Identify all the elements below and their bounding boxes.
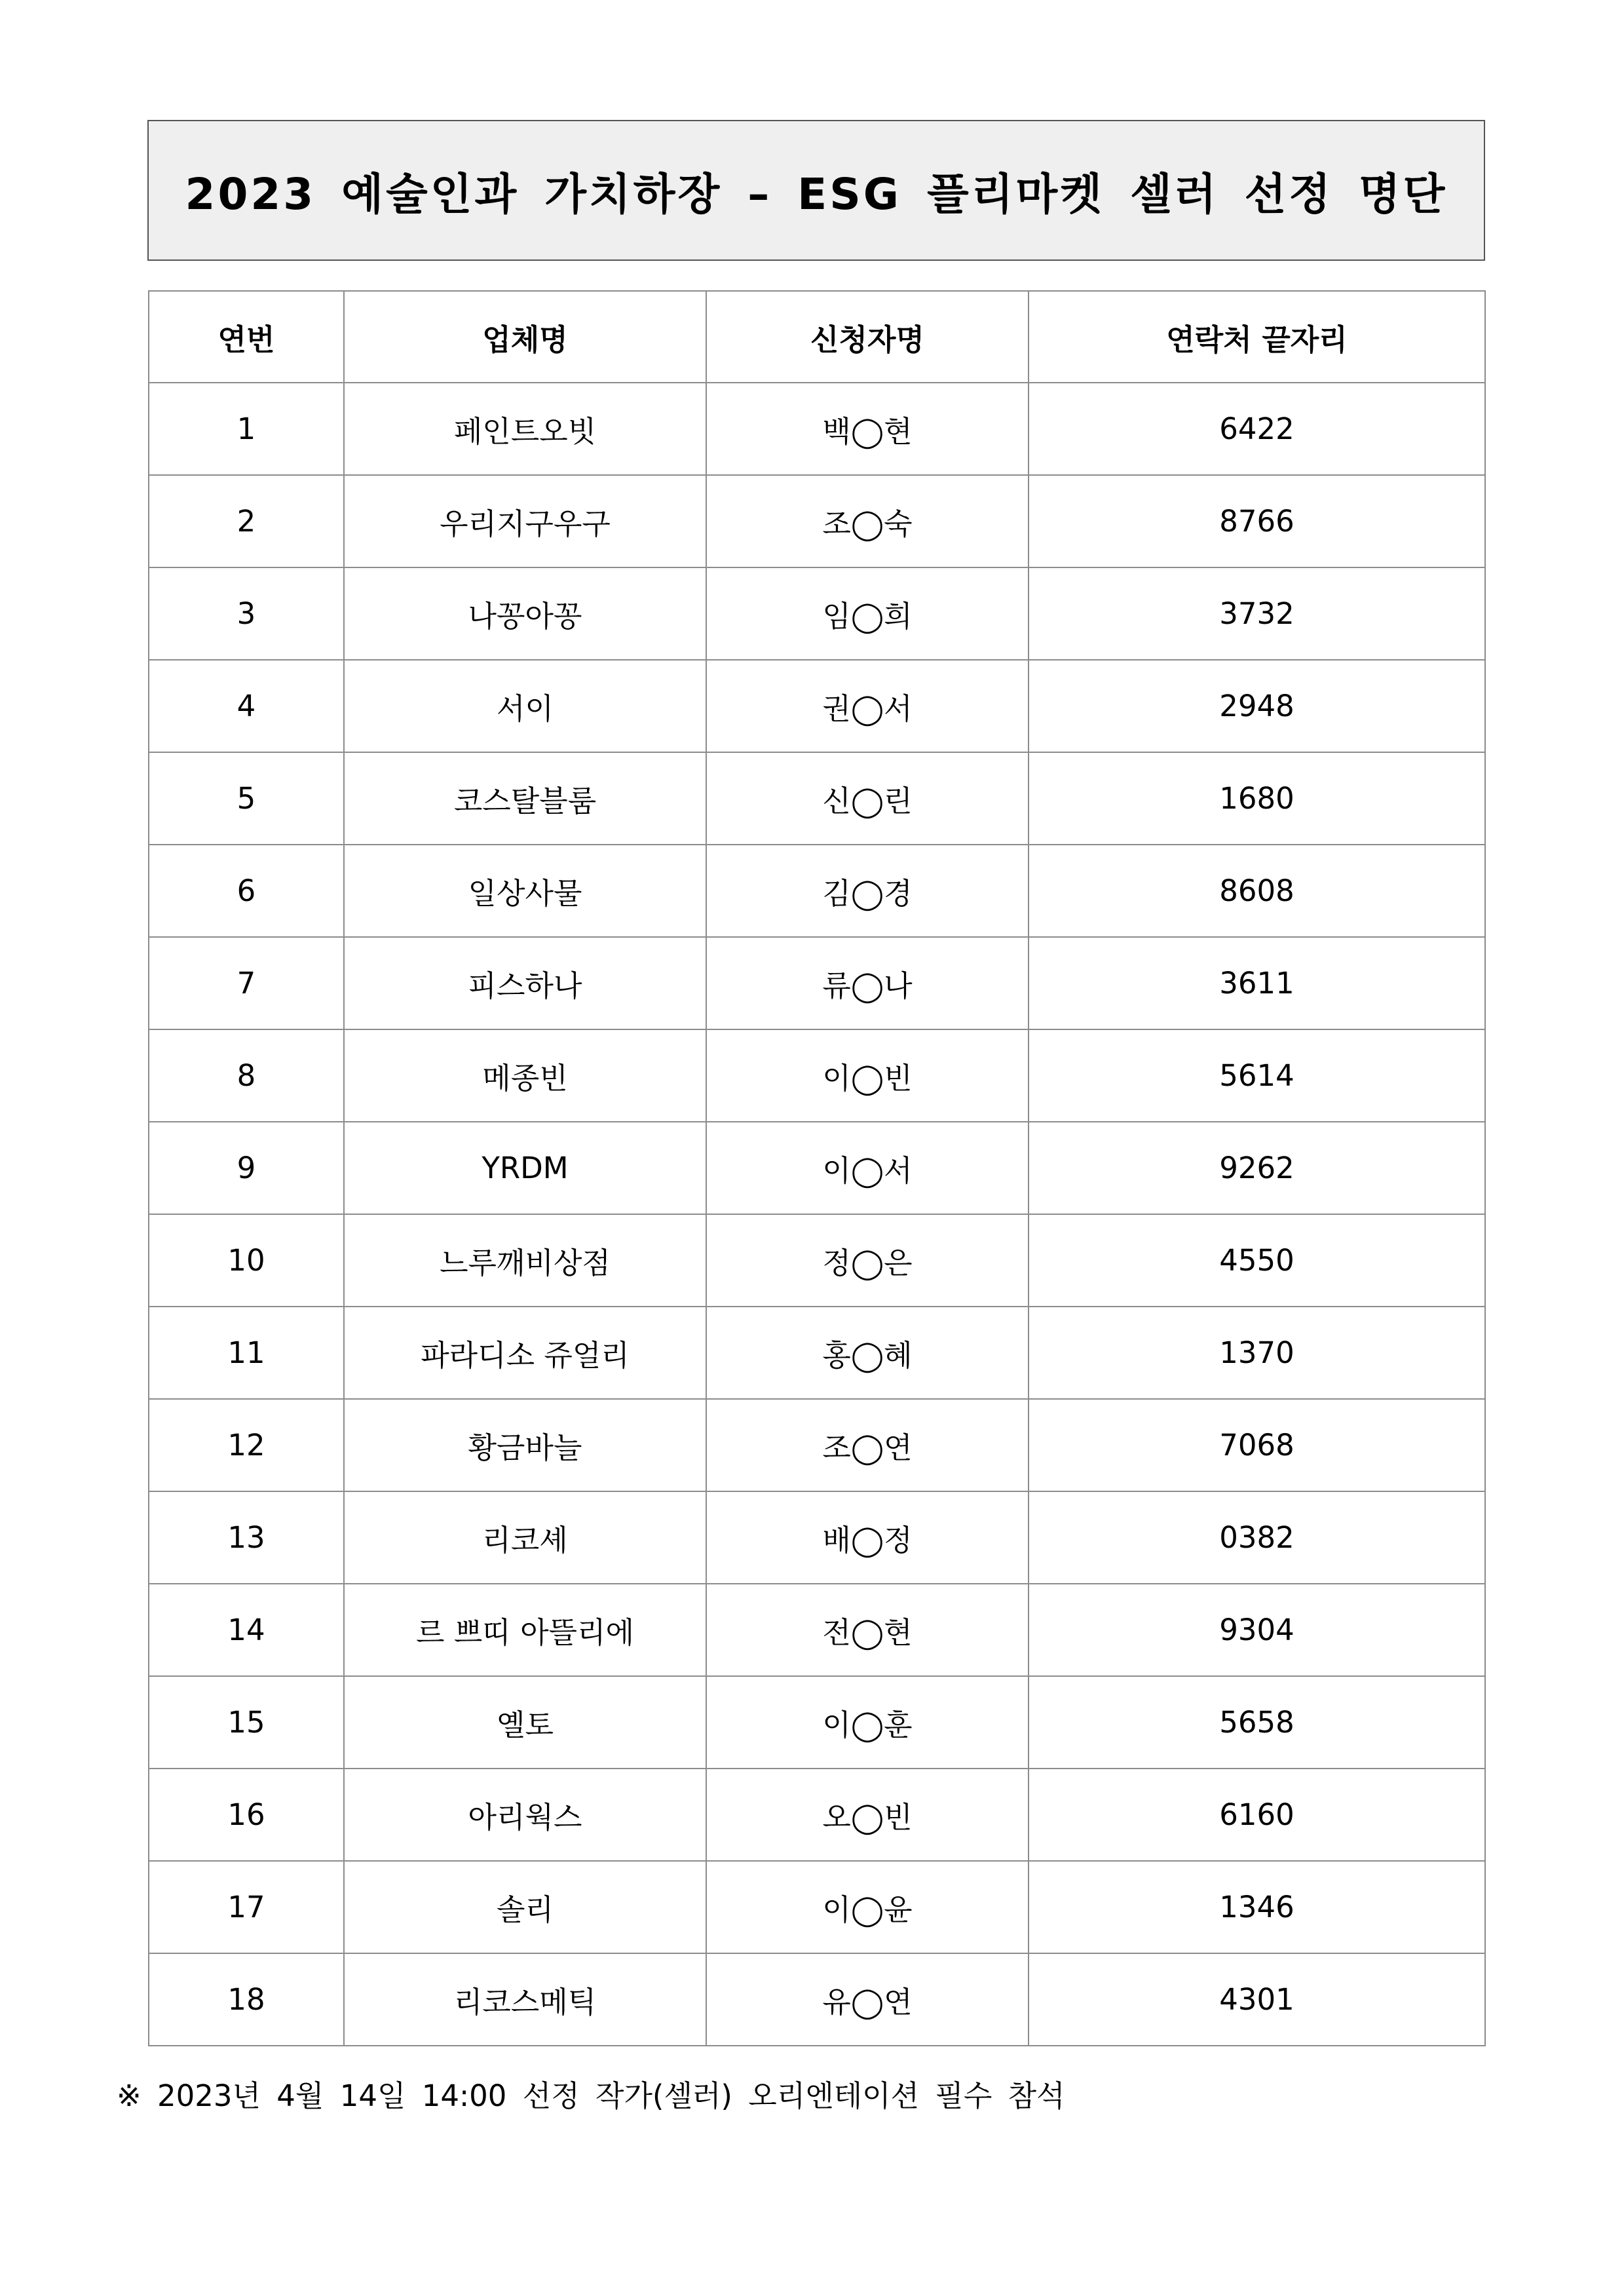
cell-phone-suffix: 5658 — [1029, 1676, 1485, 1769]
cell-company: 페인트오빗 — [344, 383, 706, 475]
cell-phone-suffix: 4301 — [1029, 1953, 1485, 2046]
cell-number: 7 — [149, 937, 344, 1029]
cell-applicant: 조◯연 — [706, 1399, 1029, 1491]
cell-number: 1 — [149, 383, 344, 475]
cell-applicant: 오◯빈 — [706, 1769, 1029, 1861]
cell-company: 일상사물 — [344, 845, 706, 937]
cell-applicant: 이◯윤 — [706, 1861, 1029, 1953]
cell-number: 17 — [149, 1861, 344, 1953]
table-row — [149, 660, 1485, 752]
cell-applicant: 류◯나 — [706, 937, 1029, 1029]
cell-company: 파라디소 쥬얼리 — [344, 1307, 706, 1399]
cell-applicant: 전◯현 — [706, 1584, 1029, 1676]
table-row — [149, 383, 1485, 475]
cell-phone-suffix: 9262 — [1029, 1122, 1485, 1214]
cell-phone-suffix: 7068 — [1029, 1399, 1485, 1491]
cell-phone-suffix: 0382 — [1029, 1491, 1485, 1584]
cell-applicant: 김◯경 — [706, 845, 1029, 937]
cell-number: 13 — [149, 1491, 344, 1584]
table-row — [149, 1029, 1485, 1122]
cell-applicant: 백◯현 — [706, 383, 1029, 475]
cell-company: 피스하나 — [344, 937, 706, 1029]
cell-number: 4 — [149, 660, 344, 752]
cell-phone-suffix: 9304 — [1029, 1584, 1485, 1676]
cell-company: 리코셰 — [344, 1491, 706, 1584]
cell-applicant: 정◯은 — [706, 1214, 1029, 1307]
cell-company: YRDM — [344, 1122, 706, 1214]
table-row — [149, 1214, 1485, 1307]
cell-applicant: 이◯빈 — [706, 1029, 1029, 1122]
header-company: 업체명 — [344, 291, 706, 383]
cell-applicant: 임◯희 — [706, 567, 1029, 660]
cell-company: 르 쁘띠 아뜰리에 — [344, 1584, 706, 1676]
cell-number: 8 — [149, 1029, 344, 1122]
cell-phone-suffix: 3611 — [1029, 937, 1485, 1029]
table-row — [149, 845, 1485, 937]
table-row — [149, 1769, 1485, 1861]
footnote: ※ 2023년 4월 14일 14:00 선정 작가(셀러) 오리엔테이션 필수 참석 — [117, 2078, 1065, 2113]
table-row — [149, 1491, 1485, 1584]
cell-company: 솔리 — [344, 1861, 706, 1953]
cell-number: 10 — [149, 1214, 344, 1307]
cell-number: 2 — [149, 475, 344, 567]
cell-phone-suffix: 6160 — [1029, 1769, 1485, 1861]
cell-company: 느루깨비상점 — [344, 1214, 706, 1307]
cell-applicant: 홍◯혜 — [706, 1307, 1029, 1399]
cell-number: 3 — [149, 567, 344, 660]
table-row — [149, 1676, 1485, 1769]
table-row — [149, 937, 1485, 1029]
cell-phone-suffix: 2948 — [1029, 660, 1485, 752]
cell-company: 옐토 — [344, 1676, 706, 1769]
cell-company: 서이 — [344, 660, 706, 752]
cell-applicant: 유◯연 — [706, 1953, 1029, 2046]
cell-phone-suffix: 8766 — [1029, 475, 1485, 567]
cell-number: 16 — [149, 1769, 344, 1861]
table-row — [149, 1861, 1485, 1953]
cell-phone-suffix: 3732 — [1029, 567, 1485, 660]
cell-phone-suffix: 1680 — [1029, 752, 1485, 845]
cell-number: 12 — [149, 1399, 344, 1491]
cell-company: 리코스메틱 — [344, 1953, 706, 2046]
cell-company: 나꽁아꽁 — [344, 567, 706, 660]
cell-number: 6 — [149, 845, 344, 937]
table-row — [149, 1122, 1485, 1214]
cell-number: 14 — [149, 1584, 344, 1676]
cell-number: 5 — [149, 752, 344, 845]
cell-applicant: 신◯린 — [706, 752, 1029, 845]
table-row — [149, 1584, 1485, 1676]
cell-company: 메종빈 — [344, 1029, 706, 1122]
seller-table — [148, 290, 1486, 2046]
cell-phone-suffix: 1370 — [1029, 1307, 1485, 1399]
table-row — [149, 475, 1485, 567]
cell-applicant: 이◯서 — [706, 1122, 1029, 1214]
cell-number: 15 — [149, 1676, 344, 1769]
cell-number: 18 — [149, 1953, 344, 2046]
cell-phone-suffix: 1346 — [1029, 1861, 1485, 1953]
cell-number: 9 — [149, 1122, 344, 1214]
table-row — [149, 1399, 1485, 1491]
header-phone-suffix: 연락처 끝자리 — [1029, 291, 1485, 383]
table-body — [149, 383, 1485, 2046]
header-applicant: 신청자명 — [706, 291, 1029, 383]
cell-phone-suffix: 8608 — [1029, 845, 1485, 937]
cell-applicant: 조◯숙 — [706, 475, 1029, 567]
table-row — [149, 567, 1485, 660]
cell-phone-suffix: 4550 — [1029, 1214, 1485, 1307]
cell-phone-suffix: 6422 — [1029, 383, 1485, 475]
cell-applicant: 이◯훈 — [706, 1676, 1029, 1769]
cell-phone-suffix: 5614 — [1029, 1029, 1485, 1122]
cell-applicant: 배◯정 — [706, 1491, 1029, 1584]
cell-company: 황금바늘 — [344, 1399, 706, 1491]
cell-company: 우리지구우구 — [344, 475, 706, 567]
cell-applicant: 권◯서 — [706, 660, 1029, 752]
cell-company: 아리웍스 — [344, 1769, 706, 1861]
table-row — [149, 1953, 1485, 2046]
cell-company: 코스탈블룸 — [344, 752, 706, 845]
table-header-row — [149, 291, 1485, 383]
cell-number: 11 — [149, 1307, 344, 1399]
header-number: 연번 — [149, 291, 344, 383]
table-row — [149, 752, 1485, 845]
title-box — [147, 120, 1485, 261]
table-row — [149, 1307, 1485, 1399]
document-title: 2023 예술인과 가치하장 – ESG 플리마켓 셀러 선정 명단 — [185, 169, 1448, 220]
